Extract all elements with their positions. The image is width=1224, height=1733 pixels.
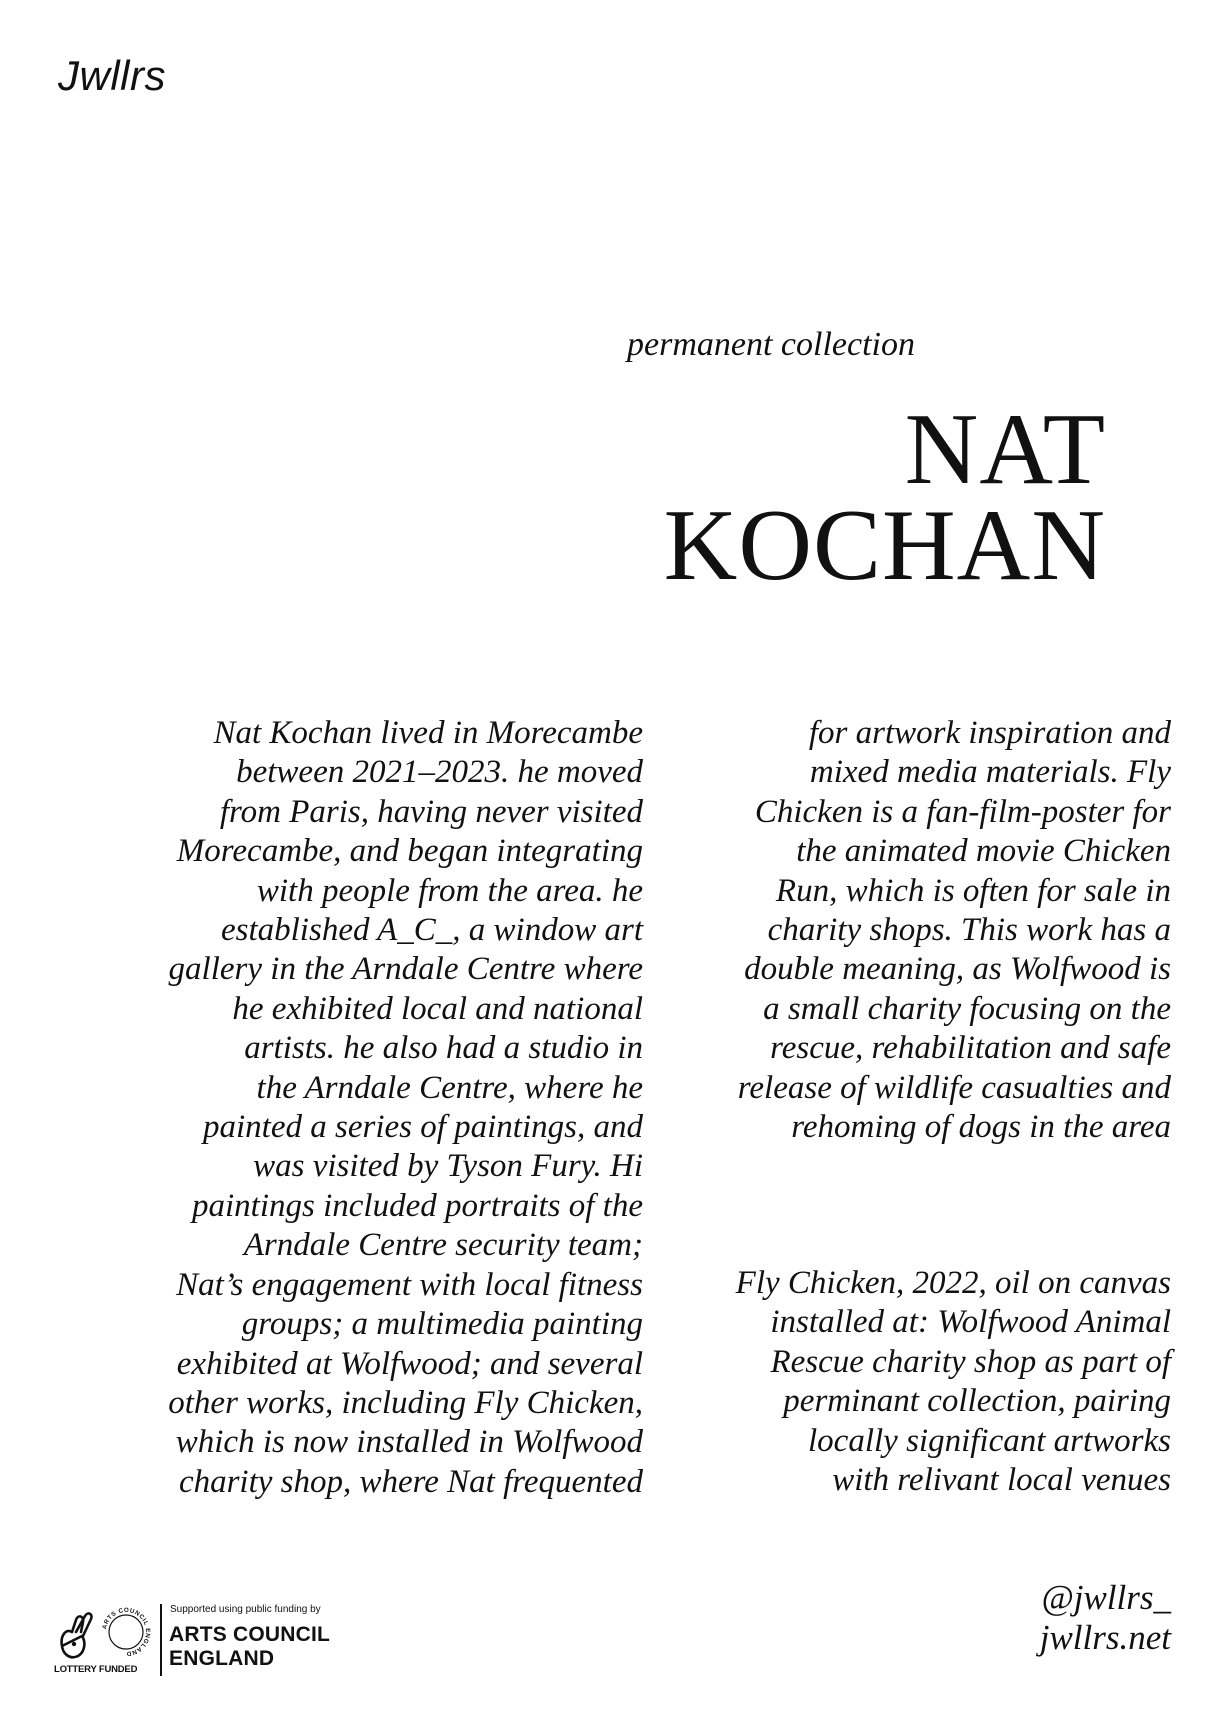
- body-line: Nat’s engagement with local fitness: [176, 1266, 643, 1303]
- body-line: exhibited at Wolfwood; and several: [176, 1345, 643, 1382]
- body-line: Run, which is often for sale in: [775, 872, 1171, 909]
- body-line: between 2021–2023. he moved: [236, 754, 643, 791]
- body-line: painted a series of paintings, and: [203, 1109, 643, 1146]
- body-line: established A_C_, a window art: [220, 912, 643, 949]
- title-line: KOCHAN: [663, 489, 1106, 602]
- body-line: a small charity focusing on the: [763, 990, 1171, 1027]
- lottery-funded-label: LOTTERY FUNDED: [54, 1664, 138, 1675]
- body-line: he exhibited local and national: [232, 990, 643, 1027]
- arts-council-name-line1: ARTS COUNCIL: [169, 1623, 331, 1646]
- body-line: groups; a multimedia painting: [241, 1306, 643, 1343]
- body-line: release of wildlife casualties and: [737, 1069, 1171, 1106]
- caption-line: perminant collection, pairing: [783, 1383, 1171, 1420]
- biography-column-right: [738, 714, 1171, 1147]
- biography-column-left: [168, 714, 643, 1502]
- body-line: charity shop, where Nat frequented: [178, 1463, 643, 1500]
- body-line: Chicken is a fan-film-poster for: [754, 793, 1171, 830]
- funding-support-text: Supported using public funding by: [170, 1604, 321, 1615]
- body-line: was visited by Tyson Fury. Hi: [253, 1148, 643, 1185]
- body-line: artists. he also had a studio in: [244, 1030, 643, 1067]
- body-line: rescue, rehabilitation and safe: [770, 1030, 1171, 1067]
- caption-line: Fly Chicken, 2022, oil on canvas: [735, 1265, 1171, 1301]
- collection-label: permanent collection: [627, 326, 915, 363]
- body-line: the Arndale Centre, where he: [256, 1069, 643, 1106]
- body-line: other works, including Fly Chicken,: [168, 1384, 643, 1421]
- arts-council-name-line2: ENGLAND: [169, 1647, 275, 1670]
- body-line: Morecambe, and began integrating: [176, 833, 643, 870]
- website-url: jwllrs.net: [1039, 1618, 1171, 1657]
- body-line: which is now installed in Wolfwood: [175, 1424, 643, 1461]
- ring-text: ARTS COUNCIL ENGLAND: [101, 1606, 152, 1658]
- brand-wordmark: Jwllrs: [58, 52, 166, 99]
- body-line: for artwork inspiration and: [808, 715, 1171, 751]
- title-line: NAT: [904, 393, 1106, 506]
- body-line: charity shops. This work has a: [767, 912, 1171, 949]
- logo-divider: [160, 1604, 162, 1676]
- body-line: Arndale Centre security team;: [243, 1227, 643, 1264]
- artwork-caption: [736, 1264, 1171, 1500]
- body-line: the animated movie Chicken: [796, 833, 1171, 870]
- caption-line: Rescue charity shop as part of: [770, 1343, 1171, 1380]
- arts-council-funding-logo: [52, 1602, 352, 1682]
- artist-name-title: [663, 393, 1106, 602]
- body-line: Nat Kochan lived in Morecambe: [213, 715, 643, 751]
- body-line: with people from the area. he: [256, 872, 643, 909]
- caption-line: locally significant artworks: [808, 1422, 1171, 1459]
- body-line: from Paris, having never visited: [219, 793, 643, 830]
- body-line: mixed media materials. Fly: [809, 754, 1171, 791]
- body-line: gallery in the Arndale Centre where: [168, 951, 643, 988]
- body-line: double meaning, as Wolfwood is: [744, 951, 1171, 988]
- body-line: rehoming of dogs in the area: [791, 1109, 1171, 1146]
- caption-line: with relivant local venues: [832, 1462, 1171, 1499]
- social-handle: @jwllrs_: [1041, 1578, 1171, 1617]
- caption-line: installed at: Wolfwood Animal: [770, 1304, 1171, 1341]
- contact-block: [1040, 1578, 1171, 1658]
- body-line: paintings included portraits of the: [192, 1187, 643, 1224]
